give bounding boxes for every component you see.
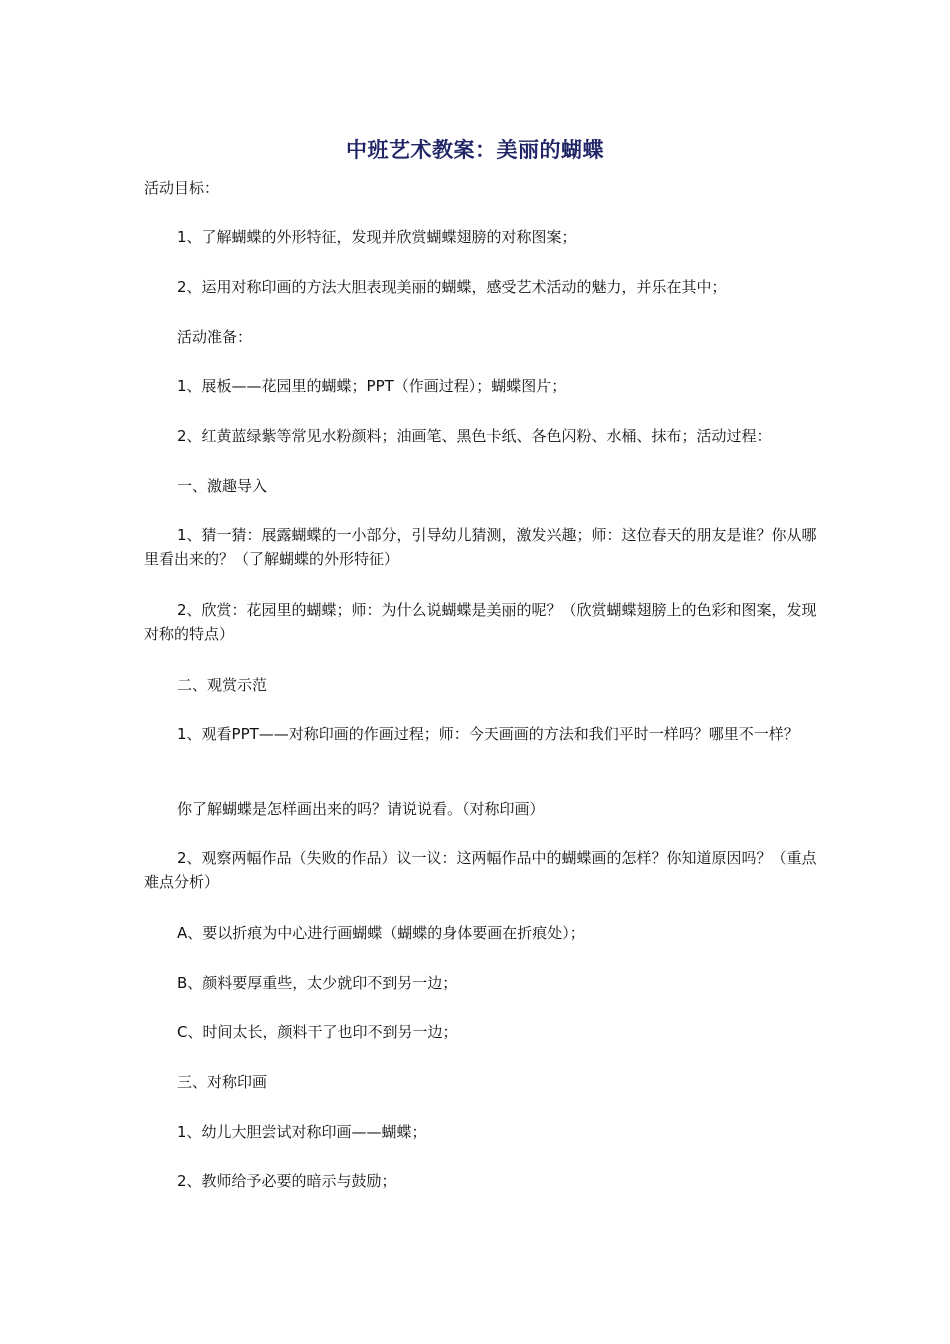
paragraph-point-a: A、要以折痕为中心进行画蝴蝶（蝴蝶的身体要画在折痕处）； bbox=[177, 924, 585, 942]
paragraph-preparation-1: 1、展板——花园里的蝴蝶；PPT（作画过程）；蝴蝶图片； bbox=[177, 377, 567, 395]
paragraph-section-2-item-1: 1、观看PPT——对称印画的作画过程；师：今天画画的方法和我们平时一样吗？哪里不一样？ bbox=[177, 725, 799, 743]
paragraph-point-b: B、颜料要厚重些，太少就印不到另一边； bbox=[177, 974, 458, 992]
paragraph-point-c: C、时间太长，颜料干了也印不到另一边； bbox=[177, 1023, 458, 1041]
paragraph-section-1-item-1: 1、猜一猜：展露蝴蝶的一小部分，引导幼儿猜测，激发兴趣；师：这位春天的朋友是谁？你从哪里看出来的？（了解蝴蝶的外形特征） bbox=[144, 526, 817, 568]
paragraph-section-2-question: 你了解蝴蝶是怎样画出来的吗？请说说看。（对称印画） bbox=[177, 800, 545, 818]
paragraph-section-2-item-2: 2、观察两幅作品（失败的作品）议一议：这两幅作品中的蝴蝶画的怎样？你知道原因吗？（重点难点分析） bbox=[144, 849, 817, 891]
paragraph-section-3-item-1: 1、幼儿大胆尝试对称印画——蝴蝶； bbox=[177, 1123, 427, 1141]
document-title: 中班艺术教案：美丽的蝴蝶 bbox=[346, 138, 604, 162]
paragraph-section-3-item-2: 2、教师给予必要的暗示与鼓励； bbox=[177, 1172, 397, 1190]
paragraph-goal-2: 2、运用对称印画的方法大胆表现美丽的蝴蝶，感受艺术活动的魅力，并乐在其中； bbox=[177, 278, 727, 296]
paragraph-goal-1: 1、了解蝴蝶的外形特征，发现并欣赏蝴蝶翅膀的对称图案； bbox=[177, 228, 577, 246]
paragraph-section-2-heading: 二、观赏示范 bbox=[177, 676, 268, 694]
paragraph-section-3-heading: 三、对称印画 bbox=[177, 1073, 268, 1091]
paragraph-preparation-heading: 活动准备： bbox=[177, 328, 253, 346]
paragraph-section-1-item-2: 2、欣赏：花园里的蝴蝶；师：为什么说蝴蝶是美丽的呢？（欣赏蝴蝶翅膀上的色彩和图案，发现对称的特点） bbox=[144, 601, 817, 643]
paragraph-activity-goals-heading: 活动目标： bbox=[144, 179, 220, 197]
paragraph-section-1-heading: 一、激趣导入 bbox=[177, 477, 268, 495]
paragraph-preparation-2: 2、红黄蓝绿紫等常见水粉颜料；油画笔、黑色卡纸、各色闪粉、水桶、抹布；活动过程： bbox=[177, 427, 772, 445]
